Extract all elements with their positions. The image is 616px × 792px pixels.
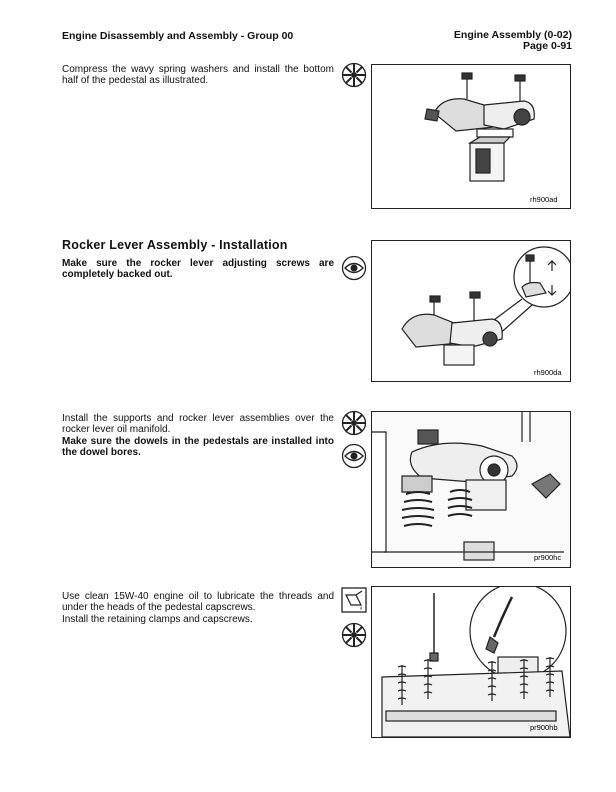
figure1-label: rh900ad bbox=[530, 195, 558, 204]
tool-wheel-icon bbox=[341, 622, 367, 648]
page-number: Page 0-91 bbox=[522, 40, 572, 52]
oil-can-icon bbox=[341, 587, 367, 613]
header-left-title: Engine Disassembly and Assembly - Group 00 bbox=[62, 30, 294, 42]
step4-text2: Install the retaining clamps and capscrews. bbox=[62, 614, 253, 625]
step3-text: Install the supports and rocker lever assemblies over the rocker lever oil manifold. bbox=[62, 413, 334, 435]
figure-rocker-supports bbox=[371, 411, 571, 568]
step4-text: Use clean 15W-40 engine oil to lubricate the threads and under the heads of the pedestal capscrews. bbox=[62, 591, 334, 613]
figure4-label: pr900hb bbox=[530, 723, 558, 732]
figure-pedestal-washers bbox=[371, 64, 571, 209]
figure2-label: rh900da bbox=[534, 368, 562, 377]
step3-note: Make sure the dowels in the pedestals are installed into the dowel bores. bbox=[62, 436, 334, 458]
eye-inspect-icon bbox=[341, 443, 367, 469]
header-right bbox=[454, 30, 572, 52]
tool-wheel-icon bbox=[341, 410, 367, 436]
header-right-title: Engine Assembly (0-02) bbox=[453, 29, 572, 41]
figure-capscrews bbox=[371, 586, 571, 738]
tool-wheel-icon bbox=[341, 62, 367, 88]
figure-adjusting-screws bbox=[371, 240, 571, 382]
step2-text: Make sure the rocker lever adjusting screws are completely backed out. bbox=[62, 258, 334, 280]
figure3-label: pr900hc bbox=[534, 553, 562, 562]
section-title: Rocker Lever Assembly - Installation bbox=[62, 238, 288, 252]
step1-text: Compress the wavy spring washers and install the bottom half of the pedestal as illustrated. bbox=[62, 64, 334, 86]
eye-inspect-icon bbox=[341, 255, 367, 281]
